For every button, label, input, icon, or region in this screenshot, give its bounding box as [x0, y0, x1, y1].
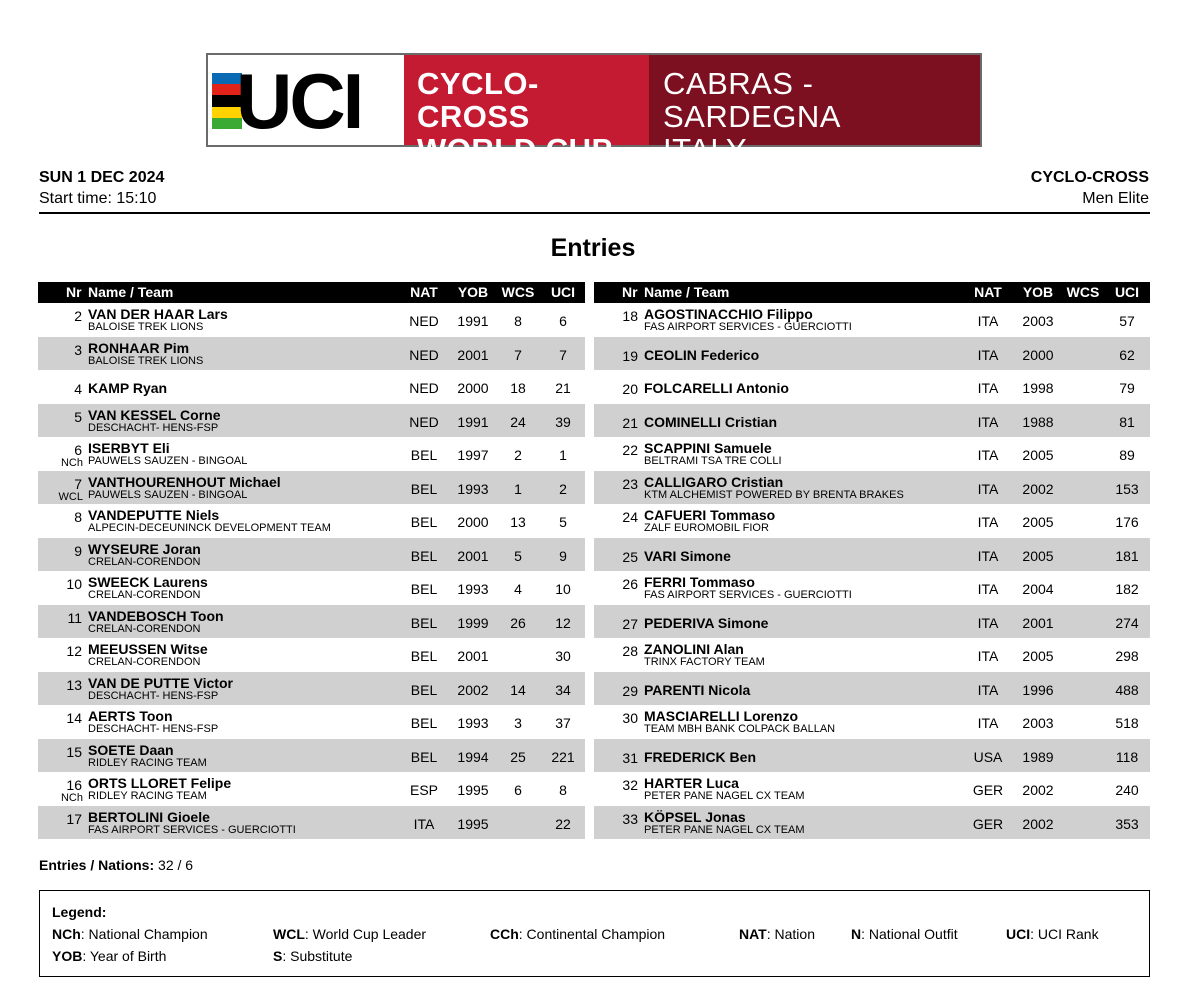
uci-logo: UCI	[236, 57, 362, 145]
table-row	[38, 303, 585, 337]
race-category-block	[1031, 168, 1149, 210]
rider-number: 15	[66, 743, 82, 760]
rider-name: HARTER Luca	[644, 775, 739, 791]
rider-uci: 39	[555, 413, 571, 430]
rider-yob: 1991	[457, 413, 489, 430]
entries-label: Entries / Nations:	[39, 857, 155, 873]
venue-line-1: CABRAS - SARDEGNA	[663, 66, 841, 134]
rider-uci: 10	[555, 581, 571, 597]
rider-name: ZANOLINI Alan	[644, 641, 744, 657]
rider-number: 32	[622, 777, 638, 793]
rider-nat: NED	[409, 346, 439, 363]
rider-team: DESCHACHT- HENS-FSP	[88, 689, 219, 702]
rider-yob: 1988	[1022, 413, 1054, 430]
table-row	[594, 538, 1150, 572]
rider-uci: 8	[559, 782, 567, 798]
rider-nat: ITA	[977, 380, 999, 396]
rider-name: ISERBYT Eli	[88, 440, 170, 456]
legend-item: YOB: Year of Birth	[52, 948, 167, 964]
rider-name: VANDEBOSCH Toon	[88, 607, 224, 624]
rider-yob: 2000	[457, 514, 489, 530]
rider-nat: GER	[972, 815, 1004, 832]
rider-number: 6	[74, 442, 82, 458]
rider-team: FAS AIRPORT SERVICES - GUERCIOTTI	[644, 589, 852, 601]
rider-nat: ITA	[977, 313, 999, 329]
rider-yob: 1997	[457, 447, 489, 463]
rider-number: 30	[622, 710, 638, 726]
rider-yob: 2001	[457, 547, 489, 564]
rider-name: PARENTI Nicola	[644, 681, 751, 698]
entries-value: 32 / 6	[158, 857, 194, 873]
legend-item: WCL: World Cup Leader	[273, 926, 427, 942]
rider-yob: 2005	[1022, 447, 1054, 463]
rider-number: 33	[622, 810, 638, 827]
table-row	[38, 571, 585, 605]
rider-number: 18	[622, 308, 638, 324]
rider-team: ALPECIN-DECEUNINCK DEVELOPMENT TEAM	[88, 522, 331, 534]
rider-uci: 62	[1119, 346, 1135, 363]
rider-name: AGOSTINACCHIO Filippo	[644, 306, 813, 322]
rider-yob: 2005	[1022, 514, 1054, 530]
table-header	[38, 282, 585, 303]
rider-nat: BEL	[410, 648, 438, 664]
legend-box	[39, 890, 1150, 977]
rider-nat: BEL	[410, 547, 438, 564]
rider-uci: 176	[1115, 514, 1139, 530]
rider-name: WYSEURE Joran	[88, 540, 201, 557]
rider-team: RIDLEY RACING TEAM	[88, 756, 207, 769]
table-row	[594, 772, 1150, 806]
rider-team: ZALF EUROMOBIL FIOR	[644, 522, 769, 534]
rider-name: BERTOLINI Gioele	[88, 808, 210, 825]
rider-name: VAN DER HAAR Lars	[88, 306, 228, 322]
rider-name: FOLCARELLI Antonio	[644, 380, 789, 396]
rider-uci: 6	[559, 313, 567, 329]
table-row	[594, 571, 1150, 605]
rider-wcs: 24	[510, 413, 526, 430]
rider-uci: 274	[1115, 614, 1139, 631]
rider-name: VANDEPUTTE Niels	[88, 507, 220, 523]
rider-wcs: 8	[514, 313, 522, 329]
rider-name: SWEECK Laurens	[88, 574, 208, 590]
rider-uci: 89	[1119, 447, 1135, 463]
rider-name: FREDERICK Ben	[644, 748, 757, 765]
rider-wcs: 2	[514, 447, 522, 463]
rider-number: 26	[622, 576, 638, 592]
rider-name: VANTHOURENHOUT Michael	[88, 473, 281, 490]
table-row	[594, 437, 1150, 471]
rider-name: RONHAAR Pim	[88, 339, 190, 356]
rider-number: 21	[622, 414, 638, 431]
col-wcs: WCS	[1066, 284, 1100, 300]
rider-uci: 21	[555, 380, 571, 396]
legend-item: UCI: UCI Rank	[1006, 926, 1099, 942]
race-date: SUN 1 DEC 2024	[39, 169, 165, 186]
rider-nat: NED	[409, 380, 439, 396]
rider-nat: ITA	[977, 681, 999, 698]
rider-name: VAN DE PUTTE Victor	[88, 674, 233, 691]
rider-name: ORTS LLORET Felipe	[88, 775, 232, 791]
table-row	[594, 638, 1150, 672]
table-row	[38, 772, 585, 806]
table-row	[38, 437, 585, 471]
rider-wcs: 4	[514, 581, 522, 597]
venue-line-2: ITALY	[663, 132, 748, 167]
rider-number: 19	[622, 347, 638, 364]
rider-yob: 1999	[457, 614, 489, 631]
rider-number: 25	[622, 548, 638, 565]
rider-nat: ITA	[977, 581, 999, 597]
rider-nat: ITA	[413, 815, 435, 832]
table-row	[594, 370, 1150, 404]
rider-name: PEDERIVA Simone	[644, 614, 769, 631]
rider-number: 29	[622, 682, 638, 699]
rider-uci: 22	[555, 815, 571, 832]
rider-number: 17	[66, 810, 82, 827]
rider-wcs: 18	[510, 380, 526, 396]
table-row	[38, 705, 585, 739]
rider-nat: NED	[409, 313, 439, 329]
rider-yob: 2003	[1022, 715, 1054, 731]
rider-team: FAS AIRPORT SERVICES - GUERCIOTTI	[88, 823, 296, 836]
rider-number: 2	[74, 308, 82, 324]
rider-uci: 12	[555, 614, 571, 631]
rider-nat: ITA	[977, 547, 999, 564]
rider-name: CEOLIN Federico	[644, 346, 760, 363]
rider-nat: BEL	[410, 514, 438, 530]
rider-number: 12	[66, 643, 82, 659]
entries-table-right	[594, 282, 1150, 839]
rider-name: FERRI Tommaso	[644, 574, 755, 590]
table-row	[594, 337, 1150, 371]
category: Men Elite	[1082, 190, 1149, 207]
table-row	[38, 672, 585, 706]
rider-yob: 1995	[457, 815, 489, 832]
rider-yob: 1995	[457, 782, 489, 798]
col-nr: Nr	[622, 284, 638, 300]
rider-uci: 518	[1115, 715, 1139, 731]
rider-yob: 1991	[457, 313, 489, 329]
rider-number: 28	[622, 643, 638, 659]
rider-yob: 2002	[1022, 815, 1054, 832]
rider-team: BALOISE TREK LIONS	[88, 354, 204, 367]
rider-yob: 1996	[1022, 681, 1054, 698]
rider-yob: 2002	[1022, 480, 1054, 497]
rider-name: KÖPSEL Jonas	[644, 808, 746, 825]
rider-team: DESCHACHT- HENS-FSP	[88, 723, 219, 735]
rider-nat: ITA	[977, 346, 999, 363]
rider-wcs: 26	[510, 614, 526, 631]
rider-uci: 118	[1115, 748, 1139, 765]
rider-uci: 9	[559, 547, 567, 564]
event-line-1: CYCLO-CROSS	[417, 66, 539, 134]
legend-item: N: National Outfit	[851, 926, 958, 942]
rider-uci: 182	[1115, 581, 1139, 597]
page-title: Entries	[550, 234, 636, 262]
rider-team: KTM ALCHEMIST POWERED BY BRENTA BRAKES	[644, 488, 904, 501]
rider-uci: 57	[1119, 313, 1135, 329]
rider-name: VAN KESSEL Corne	[88, 406, 221, 423]
table-row	[38, 538, 585, 572]
rider-uci: 488	[1115, 681, 1139, 698]
rider-yob: 1989	[1022, 748, 1054, 765]
rider-uci: 79	[1119, 380, 1135, 396]
rider-flag: WCL	[58, 490, 83, 503]
table-row	[594, 739, 1150, 773]
rider-uci: 153	[1115, 480, 1139, 497]
rider-nat: ITA	[977, 447, 999, 463]
col-wcs: WCS	[501, 284, 535, 300]
legend-item: NCh: National Champion	[52, 926, 208, 942]
col-name: Name / Team	[644, 284, 730, 300]
race-date-block	[39, 168, 164, 210]
rider-number: 4	[74, 381, 82, 397]
rider-uci: 1	[559, 447, 567, 463]
rider-nat: ITA	[977, 715, 999, 731]
rider-number: 16	[66, 777, 82, 793]
legend-item: CCh: Continental Champion	[490, 926, 666, 942]
table-row	[38, 739, 585, 773]
rider-team: PETER PANE NAGEL CX TEAM	[644, 823, 805, 836]
rider-name: AERTS Toon	[88, 708, 173, 724]
rider-yob: 2001	[457, 648, 489, 664]
rider-uci: 81	[1119, 413, 1135, 430]
rider-team: TEAM MBH BANK COLPACK BALLAN	[644, 723, 836, 735]
rider-uci: 221	[551, 748, 575, 765]
rider-wcs: 14	[510, 681, 526, 698]
rider-number: 27	[622, 615, 638, 632]
rider-team: BELTRAMI TSA TRE COLLI	[644, 455, 782, 467]
col-nat: NAT	[410, 284, 438, 300]
rider-yob: 2002	[457, 681, 489, 698]
rider-nat: ITA	[977, 413, 999, 430]
rider-wcs: 7	[514, 346, 522, 363]
table-row	[38, 638, 585, 672]
rider-wcs: 25	[510, 748, 526, 765]
table-row	[594, 471, 1150, 505]
rider-yob: 2002	[1022, 782, 1054, 798]
rider-number: 22	[622, 442, 638, 458]
rider-nat: ESP	[409, 782, 438, 798]
entries-table-left	[38, 282, 585, 839]
rider-name: MEEUSSEN Witse	[88, 641, 208, 657]
table-row	[594, 303, 1150, 337]
col-yob: YOB	[457, 284, 489, 300]
rider-uci: 240	[1115, 782, 1139, 798]
col-uci: UCI	[550, 284, 576, 300]
rider-number: 8	[74, 509, 82, 525]
uci-logo-panel	[208, 55, 404, 145]
rider-nat: GER	[972, 782, 1004, 798]
rider-wcs: 3	[514, 715, 522, 731]
rider-nat: BEL	[410, 447, 438, 463]
table-row	[594, 672, 1150, 706]
rider-flag: NCh	[60, 457, 83, 469]
rider-nat: BEL	[410, 681, 438, 698]
rider-team: PETER PANE NAGEL CX TEAM	[644, 790, 805, 802]
rider-nat: ITA	[977, 614, 999, 631]
rider-yob: 2000	[1022, 346, 1054, 363]
discipline: CYCLO-CROSS	[1030, 169, 1149, 186]
legend-item: S: Substitute	[273, 948, 353, 964]
rider-number: 14	[66, 710, 82, 726]
rider-name: CALLIGARO Cristian	[644, 473, 784, 490]
rider-uci: 181	[1115, 547, 1139, 564]
rider-name: SCAPPINI Samuele	[644, 440, 772, 456]
rider-yob: 1993	[457, 715, 489, 731]
rider-uci: 7	[559, 346, 567, 363]
rider-nat: BEL	[410, 748, 438, 765]
entries-summary	[39, 857, 193, 873]
rider-team: PAUWELS SAUZEN - BINGOAL	[88, 488, 248, 501]
table-row	[38, 471, 585, 505]
header-divider	[39, 212, 1150, 214]
rider-uci: 34	[555, 681, 571, 698]
rider-yob: 2005	[1022, 648, 1054, 664]
rider-name: KAMP Ryan	[88, 380, 168, 396]
rider-number: 13	[66, 676, 82, 693]
rider-team: DESCHACHT- HENS-FSP	[88, 421, 219, 434]
table-row	[38, 337, 585, 371]
start-time: Start time: 15:10	[39, 190, 157, 207]
rider-yob: 2000	[457, 380, 489, 396]
rider-name: SOETE Daan	[88, 741, 174, 758]
table-row	[38, 504, 585, 538]
rider-number: 11	[67, 609, 82, 626]
table-row	[594, 404, 1150, 438]
rider-team: CRELAN-CORENDON	[88, 555, 201, 568]
rider-yob: 2001	[457, 346, 489, 363]
rider-uci: 298	[1115, 648, 1139, 664]
legend-item: NAT: Nation	[739, 926, 815, 942]
table-row	[594, 806, 1150, 840]
rider-number: 23	[622, 475, 638, 492]
rider-wcs: 1	[514, 480, 522, 497]
rider-nat: ITA	[977, 480, 999, 497]
rider-number: 31	[622, 749, 638, 766]
table-row	[594, 504, 1150, 538]
rider-nat: NED	[409, 413, 439, 430]
table-row	[38, 605, 585, 639]
rider-nat: BEL	[410, 480, 438, 497]
rider-yob: 1994	[457, 748, 489, 765]
rider-flag: NCh	[60, 792, 83, 804]
rider-nat: USA	[973, 748, 1003, 765]
rider-wcs: 13	[510, 514, 526, 530]
rider-name: CAFUERI Tommaso	[644, 507, 776, 523]
rider-yob: 1993	[457, 480, 489, 497]
rider-nat: BEL	[410, 715, 438, 731]
rider-uci: 37	[555, 715, 571, 731]
rider-yob: 2004	[1022, 581, 1054, 597]
rider-number: 3	[74, 341, 82, 358]
rider-number: 5	[74, 408, 82, 425]
col-nr: Nr	[66, 284, 82, 300]
rider-number: 24	[622, 509, 638, 525]
rider-team: PAUWELS SAUZEN - BINGOAL	[88, 455, 248, 467]
rider-team: TRINX FACTORY TEAM	[644, 656, 765, 668]
table-row	[594, 705, 1150, 739]
rider-team: BALOISE TREK LIONS	[88, 321, 204, 333]
rider-uci: 353	[1115, 815, 1139, 832]
col-yob: YOB	[1022, 284, 1054, 300]
col-name: Name / Team	[88, 284, 174, 300]
col-nat: NAT	[974, 284, 1002, 300]
rider-nat: ITA	[977, 648, 999, 664]
rider-yob: 2001	[1022, 614, 1054, 631]
rider-yob: 1998	[1022, 380, 1054, 396]
table-row	[38, 370, 585, 404]
rider-number: 7	[74, 475, 82, 492]
rider-name: MASCIARELLI Lorenzo	[644, 708, 798, 724]
event-banner	[206, 53, 982, 167]
col-uci: UCI	[1114, 284, 1140, 300]
rider-team: RIDLEY RACING TEAM	[88, 790, 207, 802]
table-row	[594, 605, 1150, 639]
rider-team: CRELAN-CORENDON	[88, 656, 201, 668]
venue-panel	[649, 55, 980, 167]
rider-uci: 2	[559, 480, 567, 497]
rider-number: 20	[622, 381, 638, 397]
rider-wcs: 5	[514, 547, 522, 564]
rider-nat: BEL	[410, 581, 438, 597]
rider-number: 10	[66, 576, 82, 592]
rider-number: 9	[74, 542, 82, 559]
rider-name: COMINELLI Cristian	[644, 413, 778, 430]
rider-nat: ITA	[977, 514, 999, 530]
rider-uci: 30	[555, 648, 571, 664]
event-line-2: WORLD CUP	[417, 132, 613, 167]
rider-yob: 2003	[1022, 313, 1054, 329]
rider-yob: 1993	[457, 581, 489, 597]
rider-name: VARI Simone	[644, 547, 731, 564]
rider-wcs: 6	[514, 782, 522, 798]
rider-team: CRELAN-CORENDON	[88, 622, 201, 635]
rider-team: FAS AIRPORT SERVICES - GUERCIOTTI	[644, 321, 852, 333]
rider-nat: BEL	[410, 614, 438, 631]
rider-uci: 5	[559, 514, 567, 530]
table-header	[594, 282, 1150, 303]
legend-title: Legend:	[52, 904, 107, 920]
table-row	[38, 806, 585, 840]
rider-team: CRELAN-CORENDON	[88, 589, 201, 601]
rider-yob: 2005	[1022, 547, 1054, 564]
event-name-panel	[404, 55, 649, 167]
table-row	[38, 404, 585, 438]
